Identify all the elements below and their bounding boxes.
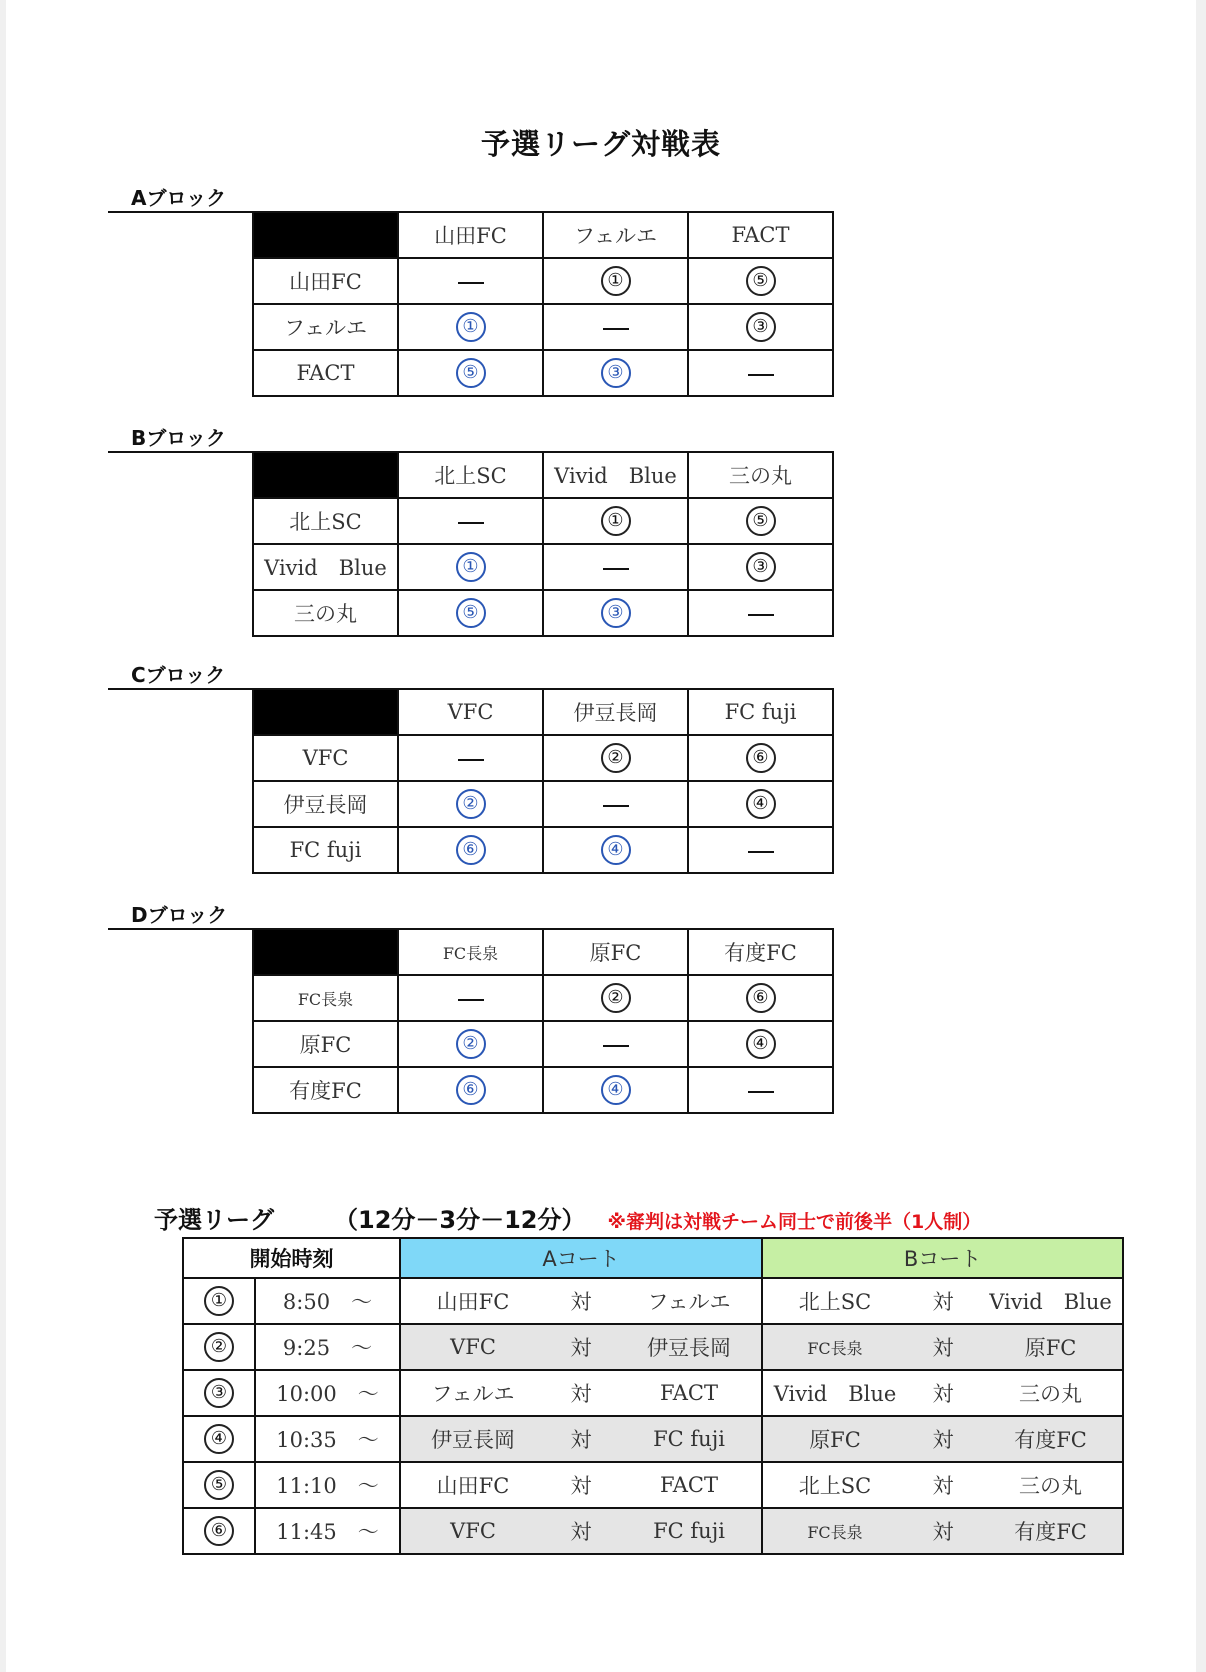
match-cell: [688, 975, 833, 1021]
match-number: ③: [601, 358, 631, 388]
court-a-home: VFC: [400, 1324, 545, 1370]
block-a-table: [252, 211, 834, 397]
match-cell: [688, 350, 833, 396]
vs-label: 対: [545, 1278, 617, 1324]
court-b-home: 北上SC: [762, 1278, 907, 1324]
schedule-row: [183, 1462, 1123, 1508]
match-cell: [688, 544, 833, 590]
match-cell: [688, 781, 833, 827]
match-cell: [543, 350, 688, 396]
match-cell: [398, 781, 543, 827]
match-number: ③: [746, 312, 776, 342]
match-number: ⑥: [456, 835, 486, 865]
vs-label: 対: [907, 1324, 979, 1370]
match-number: ①: [456, 552, 486, 582]
match-number: ②: [601, 743, 631, 773]
referee-note: ※審判は対戦チーム同士で前後半（1人制）: [607, 1211, 982, 1233]
corner-cell: [253, 212, 398, 258]
row-team: 原FC: [253, 1021, 398, 1067]
row-team: フェルエ: [253, 304, 398, 350]
self-dash: [458, 999, 484, 1001]
match-cell: [543, 1067, 688, 1113]
vs-label: 対: [907, 1462, 979, 1508]
self-dash: [748, 614, 774, 616]
court-a-home: VFC: [400, 1508, 545, 1554]
row-team: FC fuji: [253, 827, 398, 873]
block-c-table: [252, 688, 834, 874]
match-number: ②: [456, 1029, 486, 1059]
schedule-heading: [154, 1200, 981, 1235]
match-number: ①: [456, 312, 486, 342]
row-team: 有度FC: [253, 1067, 398, 1113]
document-page: [6, 0, 1196, 1672]
schedule-row: [183, 1370, 1123, 1416]
match-number: ①: [601, 506, 631, 536]
match-number: ④: [601, 835, 631, 865]
self-dash: [458, 282, 484, 284]
match-cell: [398, 1021, 543, 1067]
court-b-home: 原FC: [762, 1416, 907, 1462]
schedule-table: [182, 1237, 1124, 1555]
row-team: FACT: [253, 350, 398, 396]
match-number: ④: [746, 1029, 776, 1059]
block-label-a: Aブロック: [131, 186, 227, 210]
self-dash: [603, 568, 629, 570]
block-b-table: [252, 451, 834, 637]
match-cell: [543, 735, 688, 781]
match-cell: [543, 258, 688, 304]
match-cell: [688, 735, 833, 781]
col-team: FACT: [688, 212, 833, 258]
row-team: 北上SC: [253, 498, 398, 544]
match-cell: [543, 975, 688, 1021]
col-team: 山田FC: [398, 212, 543, 258]
court-a-away: FC fuji: [617, 1508, 762, 1554]
start-time: 11:45 ～: [255, 1508, 400, 1554]
court-b-home: FC長泉: [762, 1324, 907, 1370]
match-number: ⑥: [456, 1075, 486, 1105]
court-a-away: FC fuji: [617, 1416, 762, 1462]
court-a-home: 伊豆長岡: [400, 1416, 545, 1462]
match-cell: [398, 735, 543, 781]
match-number: ④: [601, 1075, 631, 1105]
match-number: ④: [746, 789, 776, 819]
match-cell: [398, 498, 543, 544]
match-no: ③: [204, 1378, 234, 1408]
match-cell: [688, 590, 833, 636]
block-label-d: Dブロック: [131, 903, 228, 927]
match-cell: [688, 258, 833, 304]
match-number: ⑤: [456, 598, 486, 628]
match-cell: [543, 544, 688, 590]
match-cell: [398, 350, 543, 396]
col-team: 伊豆長岡: [543, 689, 688, 735]
court-b-home: 北上SC: [762, 1462, 907, 1508]
col-team: Vivid Blue: [543, 452, 688, 498]
court-a-away: フェルエ: [617, 1278, 762, 1324]
match-cell: [688, 1067, 833, 1113]
schedule-row: [183, 1508, 1123, 1554]
col-team: 原FC: [543, 929, 688, 975]
start-time: 11:10 ～: [255, 1462, 400, 1508]
self-dash: [458, 759, 484, 761]
vs-label: 対: [907, 1278, 979, 1324]
court-a-away: 伊豆長岡: [617, 1324, 762, 1370]
court-a-home: 山田FC: [400, 1462, 545, 1508]
match-cell: [398, 258, 543, 304]
match-no-cell: [183, 1508, 255, 1554]
header-court-a: Aコート: [400, 1238, 762, 1278]
match-cell: [543, 498, 688, 544]
match-cell: [398, 590, 543, 636]
row-team: 伊豆長岡: [253, 781, 398, 827]
vs-label: 対: [907, 1416, 979, 1462]
block-d-table: [252, 928, 834, 1114]
page-title: 予選リーグ対戦表: [480, 127, 721, 161]
self-dash: [748, 851, 774, 853]
vs-label: 対: [545, 1462, 617, 1508]
match-number: ⑥: [746, 983, 776, 1013]
match-cell: [543, 781, 688, 827]
match-cell: [543, 304, 688, 350]
match-no: ②: [204, 1332, 234, 1362]
col-team: VFC: [398, 689, 543, 735]
corner-cell: [253, 452, 398, 498]
court-b-away: 三の丸: [979, 1462, 1123, 1508]
court-b-home: FC長泉: [762, 1508, 907, 1554]
court-b-away: 有度FC: [979, 1508, 1123, 1554]
court-a-home: 山田FC: [400, 1278, 545, 1324]
start-time: 10:35 ～: [255, 1416, 400, 1462]
court-b-away: 有度FC: [979, 1416, 1123, 1462]
match-cell: [543, 827, 688, 873]
self-dash: [458, 522, 484, 524]
col-team: 北上SC: [398, 452, 543, 498]
match-number: ①: [601, 266, 631, 296]
match-no: ⑥: [204, 1516, 234, 1546]
court-a-away: FACT: [617, 1370, 762, 1416]
match-cell: [543, 590, 688, 636]
match-no-cell: [183, 1370, 255, 1416]
match-cell: [543, 1021, 688, 1067]
row-team: FC長泉: [253, 975, 398, 1021]
match-cell: [398, 1067, 543, 1113]
schedule-title: 予選リーグ: [154, 1206, 274, 1234]
block-label-c: Cブロック: [131, 663, 226, 687]
match-no: ④: [204, 1424, 234, 1454]
header-court-b: Bコート: [762, 1238, 1123, 1278]
match-no-cell: [183, 1416, 255, 1462]
schedule-row: [183, 1324, 1123, 1370]
vs-label: 対: [545, 1324, 617, 1370]
row-team: VFC: [253, 735, 398, 781]
match-number: ③: [746, 552, 776, 582]
vs-label: 対: [907, 1508, 979, 1554]
col-team: フェルエ: [543, 212, 688, 258]
match-no-cell: [183, 1278, 255, 1324]
col-team: FC fuji: [688, 689, 833, 735]
vs-label: 対: [545, 1416, 617, 1462]
match-cell: [688, 827, 833, 873]
schedule-format: （12分－3分－12分）: [334, 1206, 586, 1234]
start-time: 9:25 ～: [255, 1324, 400, 1370]
match-cell: [398, 544, 543, 590]
court-b-away: 三の丸: [979, 1370, 1123, 1416]
match-number: ⑥: [746, 743, 776, 773]
match-cell: [688, 498, 833, 544]
match-cell: [688, 1021, 833, 1067]
block-label-b: Bブロック: [131, 426, 226, 450]
vs-label: 対: [545, 1370, 617, 1416]
corner-cell: [253, 689, 398, 735]
court-b-away: Vivid Blue: [979, 1278, 1123, 1324]
header-start-time: 開始時刻: [183, 1238, 400, 1278]
start-time: 8:50 ～: [255, 1278, 400, 1324]
self-dash: [748, 1091, 774, 1093]
match-no: ⑤: [204, 1470, 234, 1500]
match-number: ②: [456, 789, 486, 819]
schedule-row: [183, 1416, 1123, 1462]
match-no: ①: [204, 1286, 234, 1316]
match-cell: [398, 827, 543, 873]
schedule-row: [183, 1278, 1123, 1324]
match-number: ②: [601, 983, 631, 1013]
row-team: Vivid Blue: [253, 544, 398, 590]
match-number: ③: [601, 598, 631, 628]
self-dash: [603, 805, 629, 807]
court-b-home: Vivid Blue: [762, 1370, 907, 1416]
match-cell: [398, 304, 543, 350]
match-no-cell: [183, 1324, 255, 1370]
col-team: 三の丸: [688, 452, 833, 498]
match-cell: [398, 975, 543, 1021]
col-team: 有度FC: [688, 929, 833, 975]
vs-label: 対: [907, 1370, 979, 1416]
court-b-away: 原FC: [979, 1324, 1123, 1370]
court-a-away: FACT: [617, 1462, 762, 1508]
self-dash: [603, 1045, 629, 1047]
match-no-cell: [183, 1462, 255, 1508]
col-team: FC長泉: [398, 929, 543, 975]
court-a-home: フェルエ: [400, 1370, 545, 1416]
corner-cell: [253, 929, 398, 975]
match-number: ⑤: [456, 358, 486, 388]
match-cell: [688, 304, 833, 350]
match-number: ⑤: [746, 506, 776, 536]
row-team: 山田FC: [253, 258, 398, 304]
match-number: ⑤: [746, 266, 776, 296]
row-team: 三の丸: [253, 590, 398, 636]
start-time: 10:00 ～: [255, 1370, 400, 1416]
vs-label: 対: [545, 1508, 617, 1554]
self-dash: [603, 328, 629, 330]
self-dash: [748, 374, 774, 376]
